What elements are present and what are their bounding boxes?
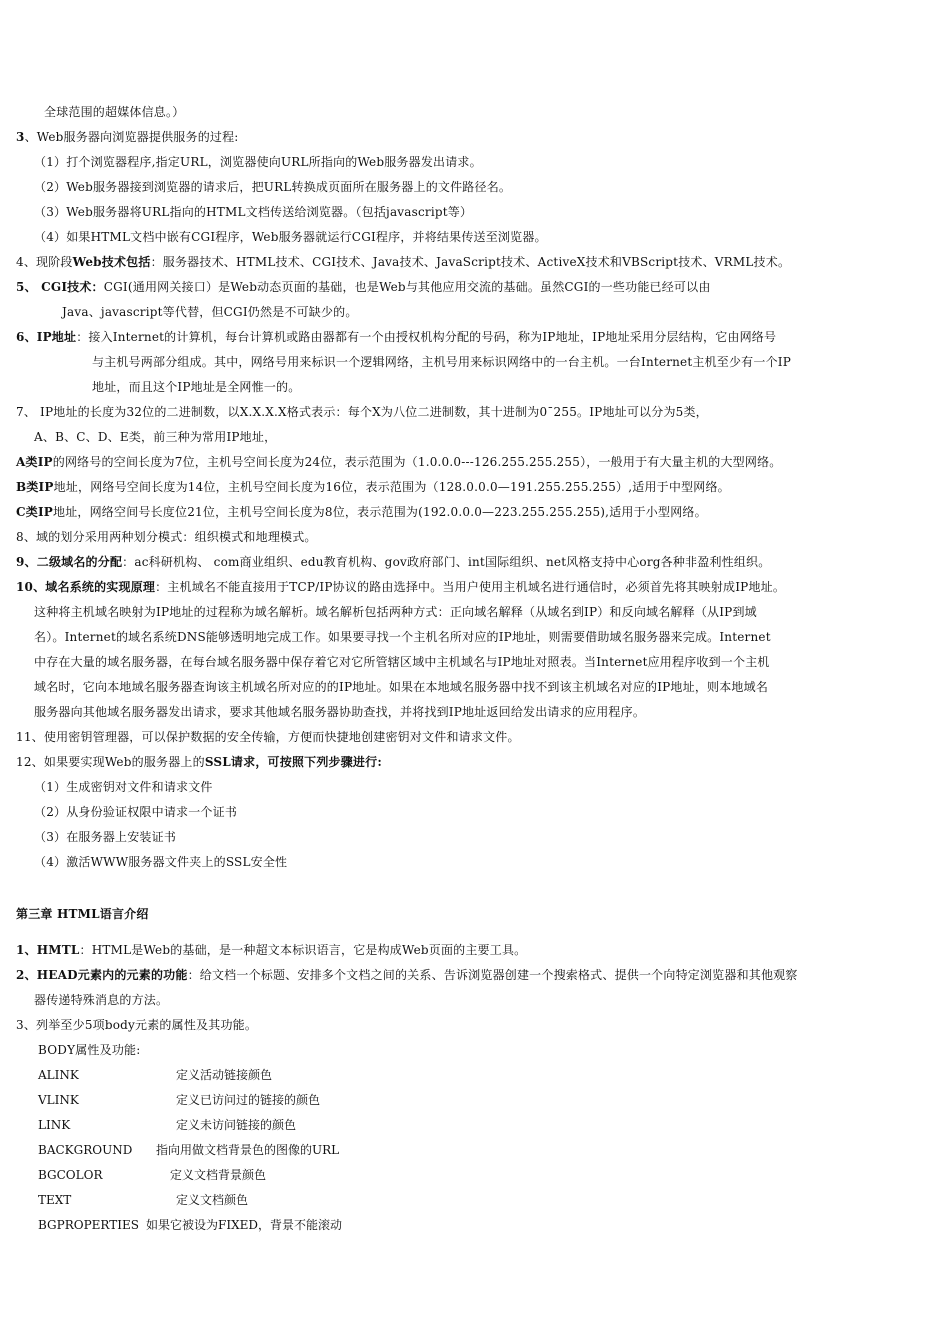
item-text: ：主机域名不能直接用于TCP/IP协议的路由选择中。当用户使用主机域名进行通信时，必须首先将其映射成IP地址。 bbox=[155, 580, 786, 594]
attr-desc: 如果它被设为FIXED，背景不能滚动 bbox=[146, 1218, 342, 1232]
attr-name: ALINK bbox=[38, 1068, 79, 1082]
item-5-cont: Java、javascript等代替，但CGI仍然是不可缺少的。 bbox=[62, 305, 358, 319]
attr-desc: 定义文档背景颜色 bbox=[170, 1168, 267, 1182]
item-7: 7、 IP地址的长度为32位的二进制数，以X.X.X.X格式表示：每个X为八位二进制数，其十进制为0¯255。IP地址可以分为5类， bbox=[16, 405, 708, 419]
class-a-line bbox=[16, 454, 781, 470]
attr-desc: 定义已访问过的链接的颜色 bbox=[176, 1093, 321, 1107]
attr-desc: 指向用做文档背景色的图像的URL bbox=[156, 1143, 340, 1157]
attr-desc: 定义文档颜色 bbox=[176, 1193, 249, 1207]
attr-desc: 定义活动链接颜色 bbox=[176, 1068, 273, 1082]
html-item-2-cont: 器传递特殊消息的方法。 bbox=[34, 993, 169, 1007]
item-keyword: 9、二级域名的分配 bbox=[16, 555, 123, 569]
class-text: 地址，网络号空间长度为14位，主机号空间长度为16位，表示范围为（128.0.0.0—191.255.255.255）,适用于中型网络。 bbox=[53, 480, 730, 494]
class-keyword: C类IP bbox=[16, 505, 53, 519]
item-keyword: 10、域名系统的实现原理 bbox=[16, 580, 156, 594]
item-text: ：服务器技术、HTML技术、CGI技术、Java技术、JavaScript技术、ActiveX技术和VBScript技术、VRML技术。 bbox=[150, 255, 791, 269]
item-keyword: 6、IP地址 bbox=[16, 330, 77, 344]
class-c-line bbox=[16, 504, 707, 520]
sub-item: （2）Web服务器接到浏览器的请求后，把URL转换成页面所在服务器上的文件路径名。 bbox=[34, 180, 512, 194]
sub-item: （1）打个浏览器程序,指定URL，浏览器使向URL所指向的Web服务器发出请求。 bbox=[34, 155, 482, 169]
sub-item: （4）如果HTML文档中嵌有CGI程序，Web服务器就运行CGI程序，并将结果传送至浏览器。 bbox=[34, 230, 547, 244]
item-prefix: 4、现阶段 bbox=[16, 255, 73, 269]
attr-name: VLINK bbox=[38, 1093, 79, 1107]
item-11: 11、使用密钥管理器，可以保护数据的安全传输，方便而快捷地创建密钥对文件和请求文件。 bbox=[16, 730, 520, 744]
item-10-cont: 域名时，它向本地域名服务器查询该主机域名所对应的的IP地址。如果在本地域名服务器中找不到该主机域名对应的IP地址，则本地域名 bbox=[34, 680, 769, 694]
item-3-heading bbox=[16, 129, 239, 145]
sub-item: （3）在服务器上安装证书 bbox=[34, 830, 177, 844]
item-4 bbox=[16, 254, 790, 270]
item-10-cont: 中存在大量的域名服务器，在每台域名服务器中保存着它对它所管辖区域中主机域名与IP地址对照表。当Internet应用程序收到一个主机 bbox=[34, 655, 770, 669]
attr-name: BACKGROUND bbox=[38, 1143, 133, 1157]
item-keyword: 1、HMTL bbox=[16, 943, 80, 957]
body-attrs-heading: BODY属性及功能: bbox=[38, 1043, 141, 1057]
item-10-cont: 服务器向其他域名服务器发出请求，要求其他域名服务器协助查找，并将找到IP地址返回给发出请求的应用程序。 bbox=[34, 705, 646, 719]
chapter-heading: 第三章 HTML语言介绍 bbox=[16, 907, 149, 921]
class-keyword: A类IP bbox=[16, 455, 53, 469]
attr-name: BGCOLOR bbox=[38, 1168, 103, 1182]
item-text: ：HTML是Web的基础，是一种超文本标识语言，它是构成Web页面的主要工具。 bbox=[79, 943, 527, 957]
item-number: 3 bbox=[16, 130, 25, 144]
item-prefix: 12、如果要实现Web的服务器上的 bbox=[16, 755, 205, 769]
item-10-cont: 这种将主机域名映射为IP地址的过程称为域名解析。域名解析包括两种方式：正向域名解释（从域名到IP）和反向域名解释（从IP到域 bbox=[34, 605, 757, 619]
class-text: 地址，网络空间号长度位21位，主机号空间长度为8位，表示范围为(192.0.0.0—223.255.255.255),适用于小型网络。 bbox=[53, 505, 707, 519]
item-5 bbox=[16, 279, 711, 295]
sub-item: （3）Web服务器将URL指向的HTML文档传送给浏览器。（包括javascript等） bbox=[34, 205, 473, 219]
item-text: ：ac科研机构、 com商业组织、edu教育机构、gov政府部门、int国际组织、net风格支持中心org各种非盈利性组织。 bbox=[122, 555, 771, 569]
sub-item: （2）从身份验证权限中请求一个证书 bbox=[34, 805, 238, 819]
item-6-cont: 地址，而且这个IP地址是全网惟一的。 bbox=[92, 380, 301, 394]
item-keyword: Web技术包括 bbox=[72, 255, 151, 269]
item-8: 8、域的划分采用两种划分模式：组织模式和地理模式。 bbox=[16, 530, 317, 544]
item-10-cont: 名）。Internet的域名系统DNS能够透明地完成工作。如果要寻找一个主机名所对应的IP地址，则需要借助域名服务器来完成。Internet bbox=[34, 630, 771, 644]
item-text: CGI(通用网关接口）是Web动态页面的基础，也是Web与其他应用交流的基础。虽然CGI的一些功能已经可以由 bbox=[103, 280, 711, 294]
class-text: 的网络号的空间长度为7位，主机号空间长度为24位，表示范围为（1.0.0.0---126.255.255.255），一般用于有大量主机的大型网络。 bbox=[52, 455, 782, 469]
item-6 bbox=[16, 329, 776, 345]
item-10 bbox=[16, 579, 785, 595]
html-item-3: 3、列举至少5项body元素的属性及其功能。 bbox=[16, 1018, 258, 1032]
sub-item: （1）生成密钥对文件和请求文件 bbox=[34, 780, 213, 794]
item-keyword: SSL请求，可按照下列步骤进行: bbox=[204, 755, 382, 769]
item-text: ：接入Internet的计算机，每台计算机或路由器都有一个由授权机构分配的号码，称为IP地址，IP地址采用分层结构，它由网络号 bbox=[76, 330, 777, 344]
item-keyword: 5、 CGI技术： bbox=[16, 280, 104, 294]
item-7-cont: A、B、C、D、E类，前三种为常用IP地址， bbox=[34, 430, 277, 444]
attr-name: BGPROPERTIES bbox=[38, 1218, 139, 1232]
item-6-cont: 与主机号两部分组成。其中，网络号用来标识一个逻辑网络，主机号用来标识网络中的一台主机。一台Internet主机至少有一个IP bbox=[92, 355, 792, 369]
html-item-2 bbox=[16, 967, 798, 983]
item-9 bbox=[16, 554, 770, 570]
item-text: ：给文档一个标题、安排多个文档之间的关系、告诉浏览器创建一个搜索格式、提供一个向特定浏览器和其他观察 bbox=[187, 968, 798, 982]
sub-item: （4）激活WWW服务器文件夹上的SSL安全性 bbox=[34, 855, 288, 869]
attr-name: TEXT bbox=[38, 1193, 72, 1207]
item-keyword: 2、HEAD元素内的元素的功能 bbox=[16, 968, 188, 982]
html-item-1 bbox=[16, 942, 526, 958]
class-b-line bbox=[16, 479, 730, 495]
attr-desc: 定义未访问链接的颜色 bbox=[176, 1118, 297, 1132]
item-text: 、Web服务器向浏览器提供服务的过程: bbox=[24, 130, 239, 144]
text-line: 全球范围的超媒体信息。） bbox=[44, 105, 185, 119]
attr-name: LINK bbox=[38, 1118, 71, 1132]
class-keyword: B类IP bbox=[16, 480, 54, 494]
item-12 bbox=[16, 754, 382, 770]
